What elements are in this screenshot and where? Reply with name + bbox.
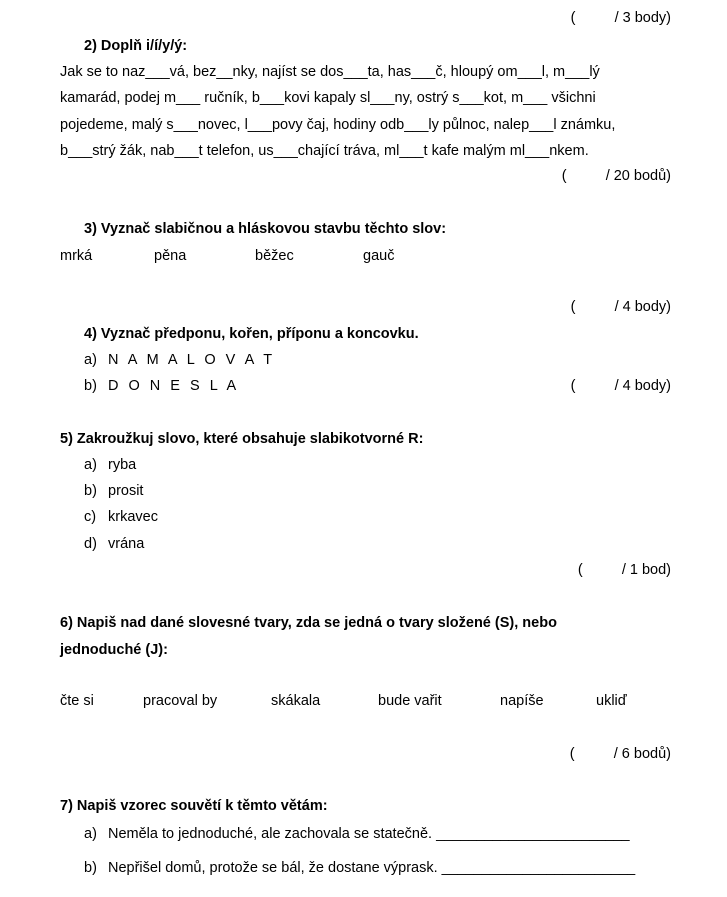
task2-title: 2) Doplň i/í/y/ý: (84, 38, 188, 54)
task3-word: mrká (60, 248, 93, 264)
score-task1: ( / 3 body) (570, 10, 671, 26)
score-task3: ( / 4 body) (570, 299, 671, 315)
task7-title: 7) Napiš vzorec souvětí k těmto větám: (60, 798, 328, 814)
score-task5: ( / 1 bod) (577, 562, 671, 578)
task6-word: bude vařit (378, 693, 442, 709)
task7-item-a: a) Neměla to jednoduché, ale zachovala se statečně. ________________________ (84, 826, 630, 842)
task2-line-4: b___strý žák, nab___t telefon, us___chající tráva, ml___t kafe malým ml___nkem. (60, 143, 589, 159)
task6-word: čte si (60, 693, 94, 709)
task3-title: 3) Vyznač slabičnou a hláskovou stavbu těchto slov: (84, 221, 447, 237)
task3-word: běžec (255, 248, 294, 264)
task2-line-3: pojedeme, malý s___novec, l___povy čaj, hodiny odb___ly půlnoc, nalep___l známku, (60, 117, 616, 133)
task4-item-a: a) N A M A L O V A T (84, 352, 276, 368)
task5-item-c: c) krkavec (84, 509, 158, 525)
task6-title-line2: jednoduché (J): (60, 642, 168, 658)
task6-word: skákala (271, 693, 321, 709)
score-task6: ( / 6 bodů) (569, 746, 671, 762)
task5-item-b: b) prosit (84, 483, 144, 499)
score-task2: ( / 20 bodů) (561, 168, 671, 184)
task6-word: pracoval by (143, 693, 218, 709)
task2-line-1: Jak se to naz___vá, bez__nky, najíst se dos___ta, has___č, hloupý om___l, m___lý (60, 64, 600, 80)
task2-line-2: kamarád, podej m___ ručník, b___kovi kapaly sl___ny, ostrý s___kot, m___ všichni (60, 90, 596, 106)
task4-title: 4) Vyznač předponu, kořen, příponu a koncovku. (84, 326, 419, 342)
score-task4: ( / 4 body) (570, 378, 671, 394)
task5-item-a: a) ryba (84, 457, 137, 473)
task7-item-b: b) Nepřišel domů, protože se bál, že dostane výprask. ________________________ (84, 860, 636, 876)
task6-word: napíše (500, 693, 544, 709)
task3-word: gauč (363, 248, 395, 264)
task6-word: ukliď (596, 693, 627, 709)
task3-word: pěna (154, 248, 187, 264)
task6-title-line1: 6) Napiš nad dané slovesné tvary, zda se jedná o tvary složené (S), nebo (60, 615, 557, 631)
task5-title: 5) Zakroužkuj slovo, které obsahuje slabikotvorné R: (60, 431, 424, 447)
task4-item-b: b) D O N E S L A (84, 378, 240, 394)
task5-item-d: d) vrána (84, 536, 145, 552)
